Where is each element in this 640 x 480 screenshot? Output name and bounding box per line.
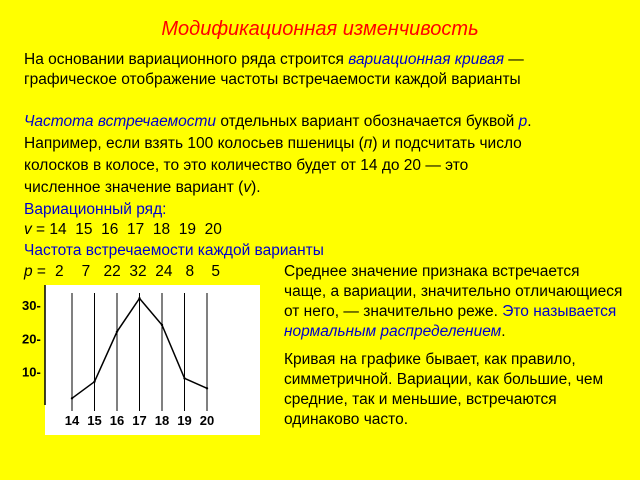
- y-tick-labels: [22, 298, 41, 380]
- p-label: р: [24, 263, 33, 280]
- x-tick-label: 20: [199, 413, 215, 428]
- frequency-letter-p: р: [518, 113, 528, 130]
- series-heading: Вариационный ряд:: [24, 201, 167, 218]
- frequency-text-2-end: ) и подсчитать число: [372, 135, 522, 152]
- explanation-column: [284, 262, 624, 438]
- x-tick-label: 14: [64, 413, 80, 428]
- intro-term: вариационная кривая: [348, 51, 504, 68]
- v-value: 17: [127, 221, 145, 238]
- x-tick-label: 18: [154, 413, 170, 428]
- frequency-line-4: [24, 178, 261, 198]
- p-value: 7: [81, 263, 91, 280]
- p-value: 32: [129, 263, 147, 280]
- frequency-line-3: колосков в колосе, то это количество будет от 14 до 20 — это: [24, 157, 469, 174]
- frequency-letter-n: п: [363, 135, 373, 152]
- p-value: 8: [185, 263, 195, 280]
- intro-line-1: [24, 50, 524, 70]
- frequency-text-2: Например, если взять 100 колосьев пшеницы (: [24, 135, 364, 152]
- y-tick-label: 30-: [22, 298, 41, 313]
- v-value: 15: [75, 221, 93, 238]
- explanation-para-1: [284, 262, 624, 342]
- slide-title: Модификационная изменчивость: [161, 18, 479, 40]
- p-value: 24: [155, 263, 173, 280]
- explanation-highlight: Это называется: [502, 303, 617, 320]
- v-value: 19: [178, 221, 197, 238]
- y-tick-label: 10-: [22, 364, 41, 380]
- v-value: 20: [204, 221, 222, 238]
- curve-point: [206, 387, 208, 389]
- x-tick-label: 17: [132, 413, 147, 428]
- freq-heading: Частота встречаемости каждой варианты: [24, 242, 324, 259]
- v-label: v: [24, 221, 32, 238]
- variation-curve-chart: [20, 285, 280, 435]
- frequency-term: Частота встречаемости: [24, 113, 217, 130]
- v-value: 16: [101, 221, 119, 238]
- frequency-period: .: [527, 113, 532, 130]
- curve-point: [93, 380, 95, 382]
- explanation-para-2: Кривая на графике бывает, как правило, симметричной. Вариации, как большие, чем средние, так и меньшие, встречаются одинаково часто.: [284, 351, 604, 428]
- v-value: 14: [49, 221, 67, 238]
- frequency-line-1: [24, 112, 532, 132]
- p-value: 5: [211, 263, 220, 280]
- frequency-line-2: [24, 134, 522, 154]
- v-value: 18: [152, 221, 171, 238]
- v-series: [24, 220, 222, 240]
- p-series: [24, 262, 220, 282]
- frequency-text-4-end: ).: [251, 179, 261, 196]
- curve-point: [116, 330, 118, 332]
- frequency-letter-v: v: [243, 179, 252, 196]
- intro-text: На основании вариационного ряда строится: [24, 51, 349, 68]
- x-tick-label: 15: [87, 413, 102, 428]
- x-tick-label: 19: [177, 413, 192, 428]
- p-value: 22: [103, 263, 121, 280]
- v-equals: =: [31, 221, 50, 238]
- frequency-text-4: численное значение вариант (: [24, 179, 244, 196]
- frequency-text: отдельных вариант обозначается буквой: [216, 113, 519, 130]
- explanation-period: .: [501, 323, 506, 340]
- x-tick-label: 16: [109, 413, 125, 428]
- p-equals: =: [32, 263, 51, 280]
- curve-point: [138, 297, 140, 299]
- p-value: 2: [54, 263, 64, 280]
- y-tick-label: 20-: [22, 331, 41, 347]
- explanation-text: Среднее значение признака встречается чаще, а вариации, значительно отличающиеся от него, — значительно реже.: [284, 263, 623, 320]
- normal-distribution-term: нормальным распределением: [284, 323, 502, 340]
- intro-dash: —: [504, 51, 524, 68]
- curve-point: [183, 377, 185, 379]
- curve-point: [71, 397, 73, 399]
- curve-point: [161, 324, 163, 326]
- intro-line-2: графическое отображение частоты встречаемости каждой варианты: [24, 71, 521, 88]
